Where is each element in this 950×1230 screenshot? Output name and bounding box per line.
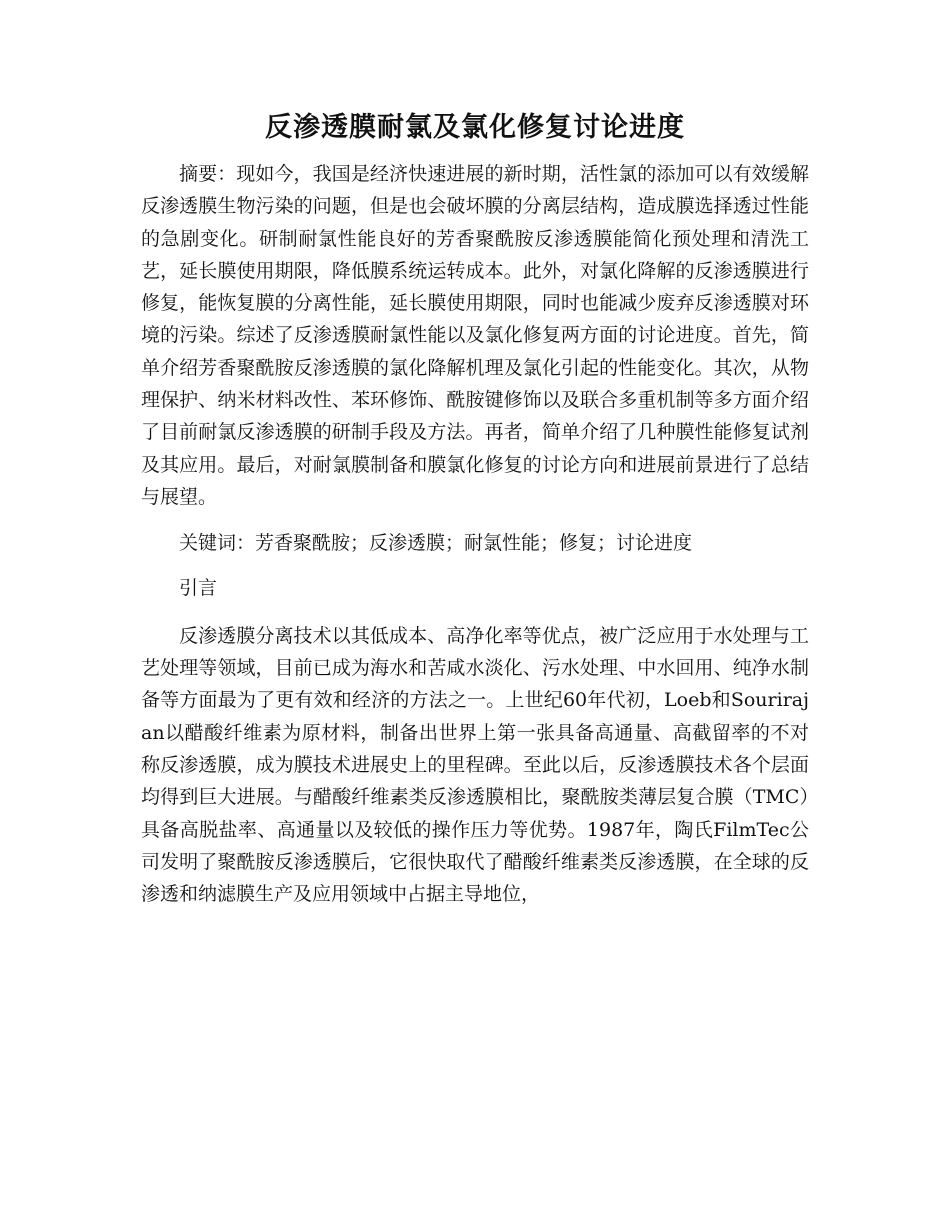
section-heading: 引言 — [179, 576, 218, 599]
document-page — [141, 108, 809, 911]
keywords-paragraph: 关键词：芳香聚酰胺；反渗透膜；耐氯性能；修复；讨论进度 — [179, 532, 693, 555]
abstract-paragraph: 摘要：现如今，我国是经济快速进展的新时期，活性氯的添加可以有效缓解反渗透膜生物污染的问题，但是也会破坏膜的分离层结构，造成膜选择透过性能的急剧变化。研制耐氯性能良好的芳香聚酰胺反渗透膜能简化预处理和清洗工艺，延长膜使用期限，降低膜系统运转成本。此外，对氯化降解的反渗透膜进行修复，能恢复膜的分离性能，延长膜使用期限，同时也能减少废弃反渗透膜对环境的污染。综述了反渗透膜耐氯性能以及氯化修复两方面的讨论进度。首先，简单介绍芳香聚酰胺反渗透膜的氯化降解机理及氯化引起的性能变化。其次，从物理保护、纳米材料改性、苯环修饰、酰胺键修饰以及联合多重机制等多方面介绍了目前耐氯反渗透膜的研制手段及方法。再者，简单介绍了几种膜性能修复试剂及其应用。最后，对耐氯膜制备和膜氯化修复的讨论方向和进展前景进行了总结与展望。 — [141, 163, 809, 508]
document-title: 反渗透膜耐氯及氯化修复讨论进度 — [265, 112, 685, 143]
intro-paragraph: 反渗透膜分离技术以其低成本、高净化率等优点，被广泛应用于水处理与工艺处理等领域，目前已成为海水和苦咸水淡化、污水处理、中水回用、纯净水制备等方面最为了更有效和经济的方法之一。上世纪60年代初，Loeb和Sourirajan以醋酸纤维素为原材料，制备出世界上第一张具备高通量、高截留率的不对称反渗透膜，成为膜技术进展史上的里程碑。至此以后，反渗透膜技术各个层面均得到巨大进展。与醋酸纤维素类反渗透膜相比，聚酰胺类薄层复合膜（TMC）具备高脱盐率、高通量以及较低的操作压力等优势。1987年，陶氏FilmTec公司发明了聚酰胺反渗透膜后，它很快取代了醋酸纤维素类反渗透膜，在全球的反渗透和纳滤膜生产及应用领域中占据主导地位， — [141, 624, 809, 906]
